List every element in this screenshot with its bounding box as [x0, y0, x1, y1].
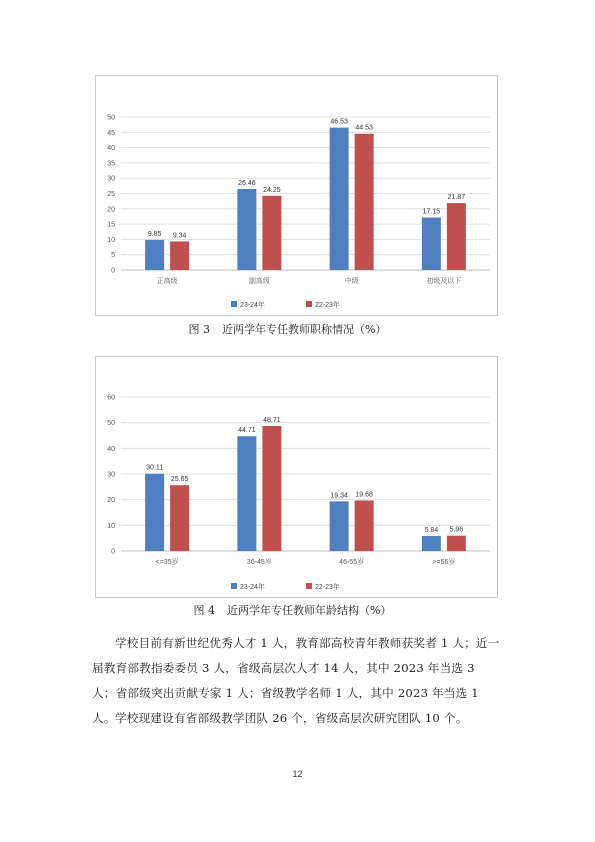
data-label: 44.53: [355, 124, 373, 132]
age-chart-svg: [96, 357, 497, 597]
bar: [262, 426, 281, 551]
bar: [422, 218, 441, 270]
x-category-label: 初级及以下: [426, 278, 462, 285]
y-tick-label: 50: [107, 114, 115, 122]
y-tick-label: 20: [107, 497, 115, 505]
y-tick-label: 30: [107, 471, 115, 479]
bar: [355, 134, 374, 270]
bar: [355, 500, 374, 551]
title-chart-svg: [96, 76, 497, 315]
y-tick-label: 45: [107, 129, 115, 137]
figure-3-number: 图 3: [188, 323, 211, 336]
y-tick-label: 10: [107, 236, 115, 244]
title-chart: [95, 75, 498, 316]
y-tick-label: 20: [107, 206, 115, 214]
bar: [145, 474, 164, 551]
data-label: 44.71: [238, 427, 256, 435]
y-tick-label: 30: [107, 175, 115, 183]
figure-4-caption: [0, 602, 590, 618]
x-category-label: 36-45岁: [246, 559, 272, 566]
data-label: 48.71: [263, 416, 281, 424]
bar: [330, 128, 349, 270]
y-tick-label: 0: [111, 267, 115, 275]
data-label: 9.85: [147, 230, 162, 238]
y-tick-label: 25: [107, 191, 115, 198]
figure-3-caption: [0, 321, 585, 337]
data-label: 5.84: [424, 527, 439, 535]
bar: [330, 501, 349, 551]
y-tick-label: 5: [111, 252, 115, 260]
x-category-label: >=56岁: [432, 559, 456, 566]
data-label: 19.68: [355, 491, 373, 499]
y-tick-label: 50: [107, 420, 115, 428]
bar: [237, 436, 256, 551]
legend-label: 23-24年: [240, 302, 265, 309]
legend-swatch: [306, 583, 312, 589]
data-label: 5.96: [449, 526, 464, 534]
x-category-label: 中级: [344, 278, 359, 285]
page-number: 12: [292, 769, 303, 779]
data-label: 19.34: [330, 492, 348, 500]
y-tick-label: 40: [107, 445, 115, 453]
y-tick-label: 60: [107, 394, 115, 402]
y-tick-label: 0: [111, 548, 115, 556]
legend-swatch: [231, 583, 237, 589]
figure-4-title: 近两学年专任教师年龄结构（%）: [227, 604, 392, 617]
y-tick-label: 40: [107, 145, 115, 153]
y-tick-label: 15: [107, 221, 115, 229]
bar: [170, 241, 189, 270]
age-chart: [95, 356, 498, 598]
data-label: 21.87: [447, 194, 466, 202]
paragraph-talents: 学校目前有新世纪优秀人才 1 人，教育部高校青年教师获奖者 1 人；近一届教育部教指委委员 3 人，省级高层次人才 14 人，其中 2023 年当选 3 人；省部级突出贡献专家 1 人；省级教学名师 1 人，其中 2023 年当选 1 人。: [92, 636, 500, 725]
bar: [145, 240, 164, 270]
data-label: 24.25: [263, 186, 281, 194]
legend-label: 22-23年: [315, 584, 340, 591]
data-label: 26.46: [238, 180, 256, 188]
data-label: 9.34: [172, 232, 187, 240]
y-tick-label: 35: [107, 160, 115, 168]
y-tick-label: 10: [107, 522, 115, 530]
legend-swatch: [231, 301, 237, 307]
bar: [447, 203, 466, 270]
bar: [237, 189, 256, 270]
bar: [422, 536, 441, 551]
data-label: 17.15: [422, 208, 441, 216]
bar: [262, 196, 281, 270]
x-category-label: <=35岁: [155, 559, 179, 566]
x-category-label: 副高级: [248, 278, 270, 285]
legend-swatch: [306, 301, 312, 307]
x-category-label: 46-55岁: [339, 559, 365, 566]
bar: [447, 536, 466, 551]
x-category-label: 正高级: [156, 278, 178, 285]
legend-label: 22-23年: [315, 302, 340, 309]
figure-4-number: 图 4: [193, 604, 216, 617]
paragraph-teams: 学校现建设有省部级教学团队 26 个，省级高层次研究团队 10 个。: [115, 711, 468, 725]
data-label: 25.65: [170, 476, 189, 484]
data-label: 46.53: [330, 118, 348, 126]
bar: [170, 485, 189, 551]
figure-3-title: 近两学年专任教师职称情况（%）: [222, 323, 387, 336]
legend-label: 23-24年: [240, 584, 265, 591]
data-label: 30.11: [146, 464, 164, 472]
